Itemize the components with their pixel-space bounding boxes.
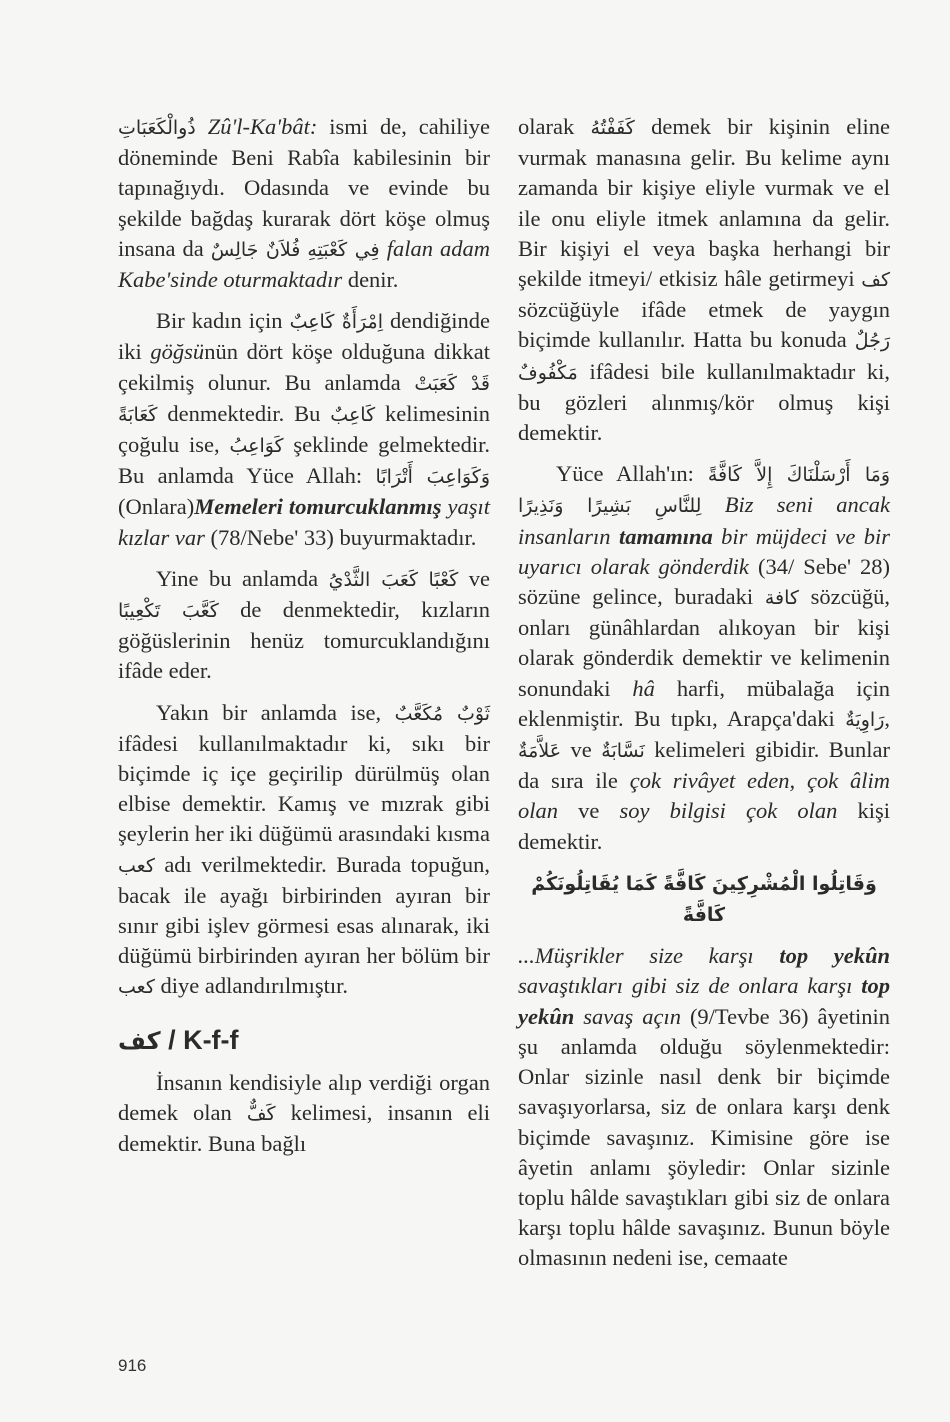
- body-text: ifâdesi kullanılmaktadır ki, sıkı bir biçimde iç içe geçirilip dürülmüş olan elbise demektir. Kamış ve mızrak gibi şeylerin her iki düğümü arasındaki kısma: [118, 730, 490, 847]
- body-text: sözcüğüyle ifâde etmek de yaygın biçimde kullanılır. Hatta bu konuda: [518, 297, 890, 353]
- quran-verse: [518, 868, 890, 930]
- body-text: dendiğinde iki: [118, 308, 491, 365]
- body-text: (Onlara): [118, 494, 195, 520]
- italic-text: hâ: [632, 675, 655, 701]
- body-text: denmektedir. Bu: [167, 400, 321, 426]
- body-text: Yine bu anlamda: [156, 565, 319, 591]
- italic-text: soy bilgisi çok olan: [619, 798, 838, 824]
- arabic-phrase: كف: [861, 269, 891, 292]
- arabic-verse: وَكَوَاعِبَ أَتْرَابًا: [375, 466, 490, 489]
- arabic-phrase: كَعْبًا: [428, 568, 459, 591]
- body-text: kişi demektir.: [518, 798, 891, 854]
- arabic-phrase: كَفَفْتُهُ: [590, 117, 635, 139]
- paragraph-kafaftuhu: [518, 112, 890, 448]
- translation-italic: falan adam Kabe'sinde oturmaktadır: [118, 235, 491, 293]
- arabic-term: ذُوالْكَعَبَاتِ: [118, 117, 196, 139]
- italic-text: bir müjdeci ve bir uyarıcı olarak gönderdik: [518, 523, 891, 579]
- body-text: ismi de, cahiliye döneminde Beni Rabîa kabilesinin bir tapınağıydı. Odasında ve evinde bu şekilde bağdaş kurarak dört köşe olmuş insana da: [118, 114, 490, 261]
- arabic-phrase: فِي كَعْبَتِهِ: [307, 238, 380, 261]
- section-heading: [118, 1025, 490, 1056]
- paragraph-mukaab: [118, 698, 490, 1003]
- arabic-phrase: اِمْرَأَةٌ كَاعِبٌ: [289, 311, 383, 334]
- body-text: denir.: [347, 267, 399, 293]
- arabic-phrase: كَوَاعِبُ: [229, 435, 284, 458]
- right-column: [518, 112, 890, 1285]
- arabic-phrase: كعب: [118, 854, 155, 877]
- body-text: (34/ Sebe' 28) sözüne gelince, buradaki: [518, 553, 891, 610]
- bold-italic-text: Memeleri tomurcuklanmış: [194, 494, 442, 520]
- body-text: de denmektedir, kızların göğüslerinin henüz tomurcuklandığını ifâde eder.: [118, 597, 490, 684]
- bold-italic-text: tamamına: [618, 523, 713, 549]
- arabic-phrase: فُلاَنٌ جَالِسٌ: [210, 238, 301, 261]
- transliteration: Zû'l-Ka'bât:: [207, 114, 318, 139]
- body-text: harfi, mübalağa için eklenmiştir. Bu tıpkı, Arapça'daki: [518, 675, 890, 731]
- paragraph-kabe-sudy: [118, 564, 490, 687]
- body-text: ifâdesi bile kullanılmaktadır ki, bu gözleri alınmış/kör olmuş kişi demektir.: [518, 358, 890, 446]
- body-text: ve: [468, 565, 491, 591]
- body-text: adı verilmektedir. Burada topuğun, bacak ile ayağı birbirinden ayıran bir sınır gibi işlev görmesi esas alınarak, iki düğümü birbirinden ayıran her bölüm bir: [118, 851, 491, 969]
- arabic-phrase: كَعَبَ الثَّدْيُ: [328, 568, 419, 591]
- bold-italic-text: top yekûn: [518, 973, 890, 1029]
- body-text: sözcüğü, onları günâhlardan alıkoyan bir kişi olarak gönderdik demektir ve kelimenin sonundaki: [518, 584, 890, 701]
- arabic-phrase: رَجُلٌ مَكْفُوفٌ: [518, 330, 891, 384]
- paragraph-kaib: [118, 306, 490, 553]
- arabic-phrase: قَدْ كَعَبَتْ كَعَابَةً: [118, 372, 490, 426]
- body-text: kelimeleri gibidir. Bunlar da sıra ile: [518, 737, 891, 794]
- arabic-verse: وَقَاتِلُوا الْمُشْرِكِينَ كَافَّةً كَمَا يُقَاتِلُونَكُمْ كَافَّةً: [531, 872, 877, 927]
- arabic-phrase: كَاعِبٌ: [330, 403, 376, 426]
- body-text: kelimesinin çoğulu ise,: [118, 400, 491, 458]
- body-text: Yakın bir anlamda ise,: [156, 699, 382, 725]
- paragraph-kaff: [118, 1068, 490, 1160]
- italic-word: göğsü: [150, 339, 205, 365]
- italic-text: Biz seni ancak insanların: [518, 492, 891, 549]
- arabic-phrase: نَسَّابَةٌ: [601, 740, 645, 763]
- arabic-phrase: رَاوِيَةٌ: [845, 708, 885, 731]
- body-text: ve: [578, 798, 600, 824]
- heading-latin: / K-f-f: [168, 1024, 239, 1055]
- italic-text: çok rivâyet eden, çok âlim olan: [518, 768, 891, 824]
- body-text: (78/Nebe' 33) buyurmaktadır.: [210, 524, 477, 550]
- italic-text: savaştıkları gibi siz de onlara karşı: [518, 973, 853, 999]
- arabic-phrase: كعب: [118, 976, 155, 999]
- body-text: Yüce Allah'ın:: [556, 461, 694, 487]
- body-text: olarak: [518, 114, 575, 139]
- arabic-phrase: كَعَّبَ تَكْعِيبًا: [118, 600, 219, 623]
- body-text: kelimesi, insanın eli demektir. Buna bağlı: [118, 1100, 491, 1157]
- body-text: şeklinde gelmektedir. Bu anlamda Yüce Allah:: [118, 432, 491, 489]
- body-text: (9/Tevbe 36) âyetinin şu anlamda olduğu söylenmektedir: Onlar sizinle nasıl denk bir biçimde savaşıyorlarsa, siz de onlara karşı denk biçimde savaşınız. Kimisine göre ise âyetin anlamı şöyledir: Onlar sizinle toplu hâlde savaştıkları gibi siz de onlara karşı toplu hâlde savaşınız. Bunun böyle olmasının nedeni ise, cemaate: [518, 1003, 891, 1271]
- arabic-phrase: كافة: [764, 587, 799, 610]
- page-number: 916: [118, 1356, 147, 1375]
- italic-text: ...Müşrikler size karşı: [518, 943, 754, 969]
- left-column: [118, 112, 490, 1171]
- body-text: diye adlandırılmıştır.: [160, 973, 348, 999]
- arabic-phrase: ثَوْبٌ مُكَعَّبٌ: [394, 702, 490, 725]
- body-text: İnsanın kendisiyle alıp verdiği organ demek olan: [118, 1069, 490, 1126]
- paragraph-kaffeten: [518, 459, 890, 857]
- body-text: ,: [884, 705, 891, 731]
- body-text: demek bir kişinin eline vurmak manasına gelir. Bu kelime aynı zamanda bir kişiye eliyle vurmak ve el ile onu eliyle itmek anlamına da gelir. Bir kişiyi el veya başka herhangi bir şekilde itmeyi/ etkisiz hâle getirmeyi: [518, 114, 890, 292]
- arabic-verse: وَمَا أَرْسَلْنَاكَ إِلاَّ كَافَّةً لِلنَّاسِ بَشِيرًا وَنَذِيرًا: [518, 464, 891, 518]
- heading-arabic: كف: [118, 1026, 161, 1055]
- arabic-phrase: كَفٌّ: [246, 1103, 276, 1126]
- italic-text: savaş açın: [583, 1003, 681, 1029]
- bold-italic-text: top yekûn: [779, 943, 890, 969]
- arabic-phrase: عَلاَّمَةٌ: [518, 740, 562, 763]
- body-text: nün dört köşe olduğuna dikkat çekilmiş olunur. Bu anlamda: [118, 339, 491, 395]
- body-text: Bir kadın için: [156, 308, 283, 334]
- paragraph-topyekun: [518, 941, 890, 1273]
- paragraph-zul-kabat: [118, 112, 490, 295]
- body-text: ve: [570, 737, 592, 763]
- italic-text: yaşıt kızlar var: [118, 494, 490, 550]
